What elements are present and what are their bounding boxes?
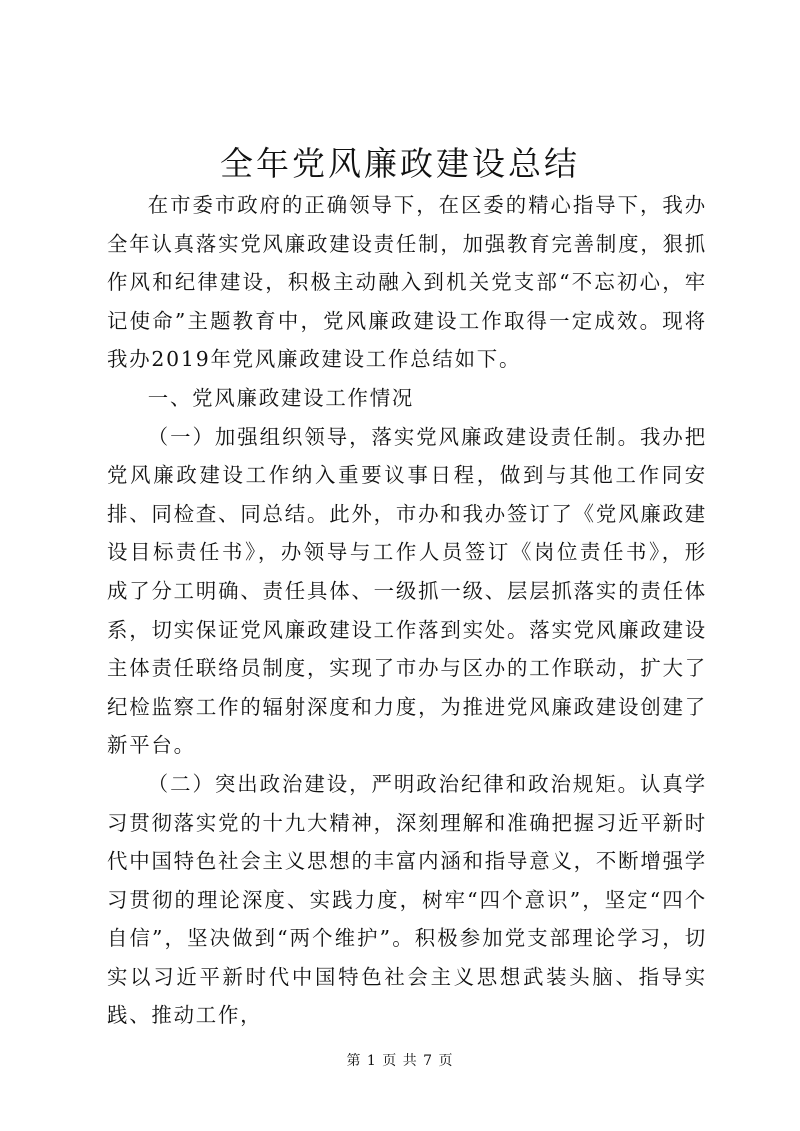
- page-footer: 第 1 页 共 7 页: [346, 1053, 454, 1069]
- body-paragraph: （一）加强组织领导，落实党风廉政建设责任制。我办把党风廉政建设工作纳入重要议事日程，做到与其他工作同安排、同检查、同总结。此外，市办和我办签订了《党风廉政建设目标责任书》，办领导与工作人员签订《岗位责任书》，形成了分工明确、责任具体、一级抓一级、层层抓落实的责任体系，切实保证党风廉政建设工作落到实处。落实党风廉政建设主体责任联络员制度，实现了市办与区办的工作联动，扩大了纪检监察工作的辐射深度和力度，为推进党风廉政建设创建了新平台。: [107, 424, 707, 758]
- body-paragraph: （二）突出政治建设，严明政治纪律和政治规矩。认真学习贯彻落实党的十九大精神，深刻理解和准确把握习近平新时代中国特色社会主义思想的丰富内涵和指导意义，不断增强学习贯彻的理论深度、实践力度，树牢“四个意识”，坚定“四个自信”，坚决做到“两个维护”。积极参加党支部理论学习，切实以习近平新时代中国特色社会主义思想武装头脑、指导实践、推动工作，: [107, 771, 707, 1028]
- document-body: [107, 186, 707, 1035]
- document-title: 全年党风廉政建设总结: [220, 144, 580, 183]
- section-heading: 一、党风廉政建设工作情况: [147, 385, 415, 410]
- intro-paragraph: 在市委市政府的正确领导下，在区委的精心指导下，我办全年认真落实党风廉政建设责任制，加强教育完善制度，狠抓作风和纪律建设，积极主动融入到机关党支部“不忘初心，牢记使命”主题教育中，党风廉政建设工作取得一定成效。现将我办2019年党风廉政建设工作总结如下。: [107, 193, 707, 372]
